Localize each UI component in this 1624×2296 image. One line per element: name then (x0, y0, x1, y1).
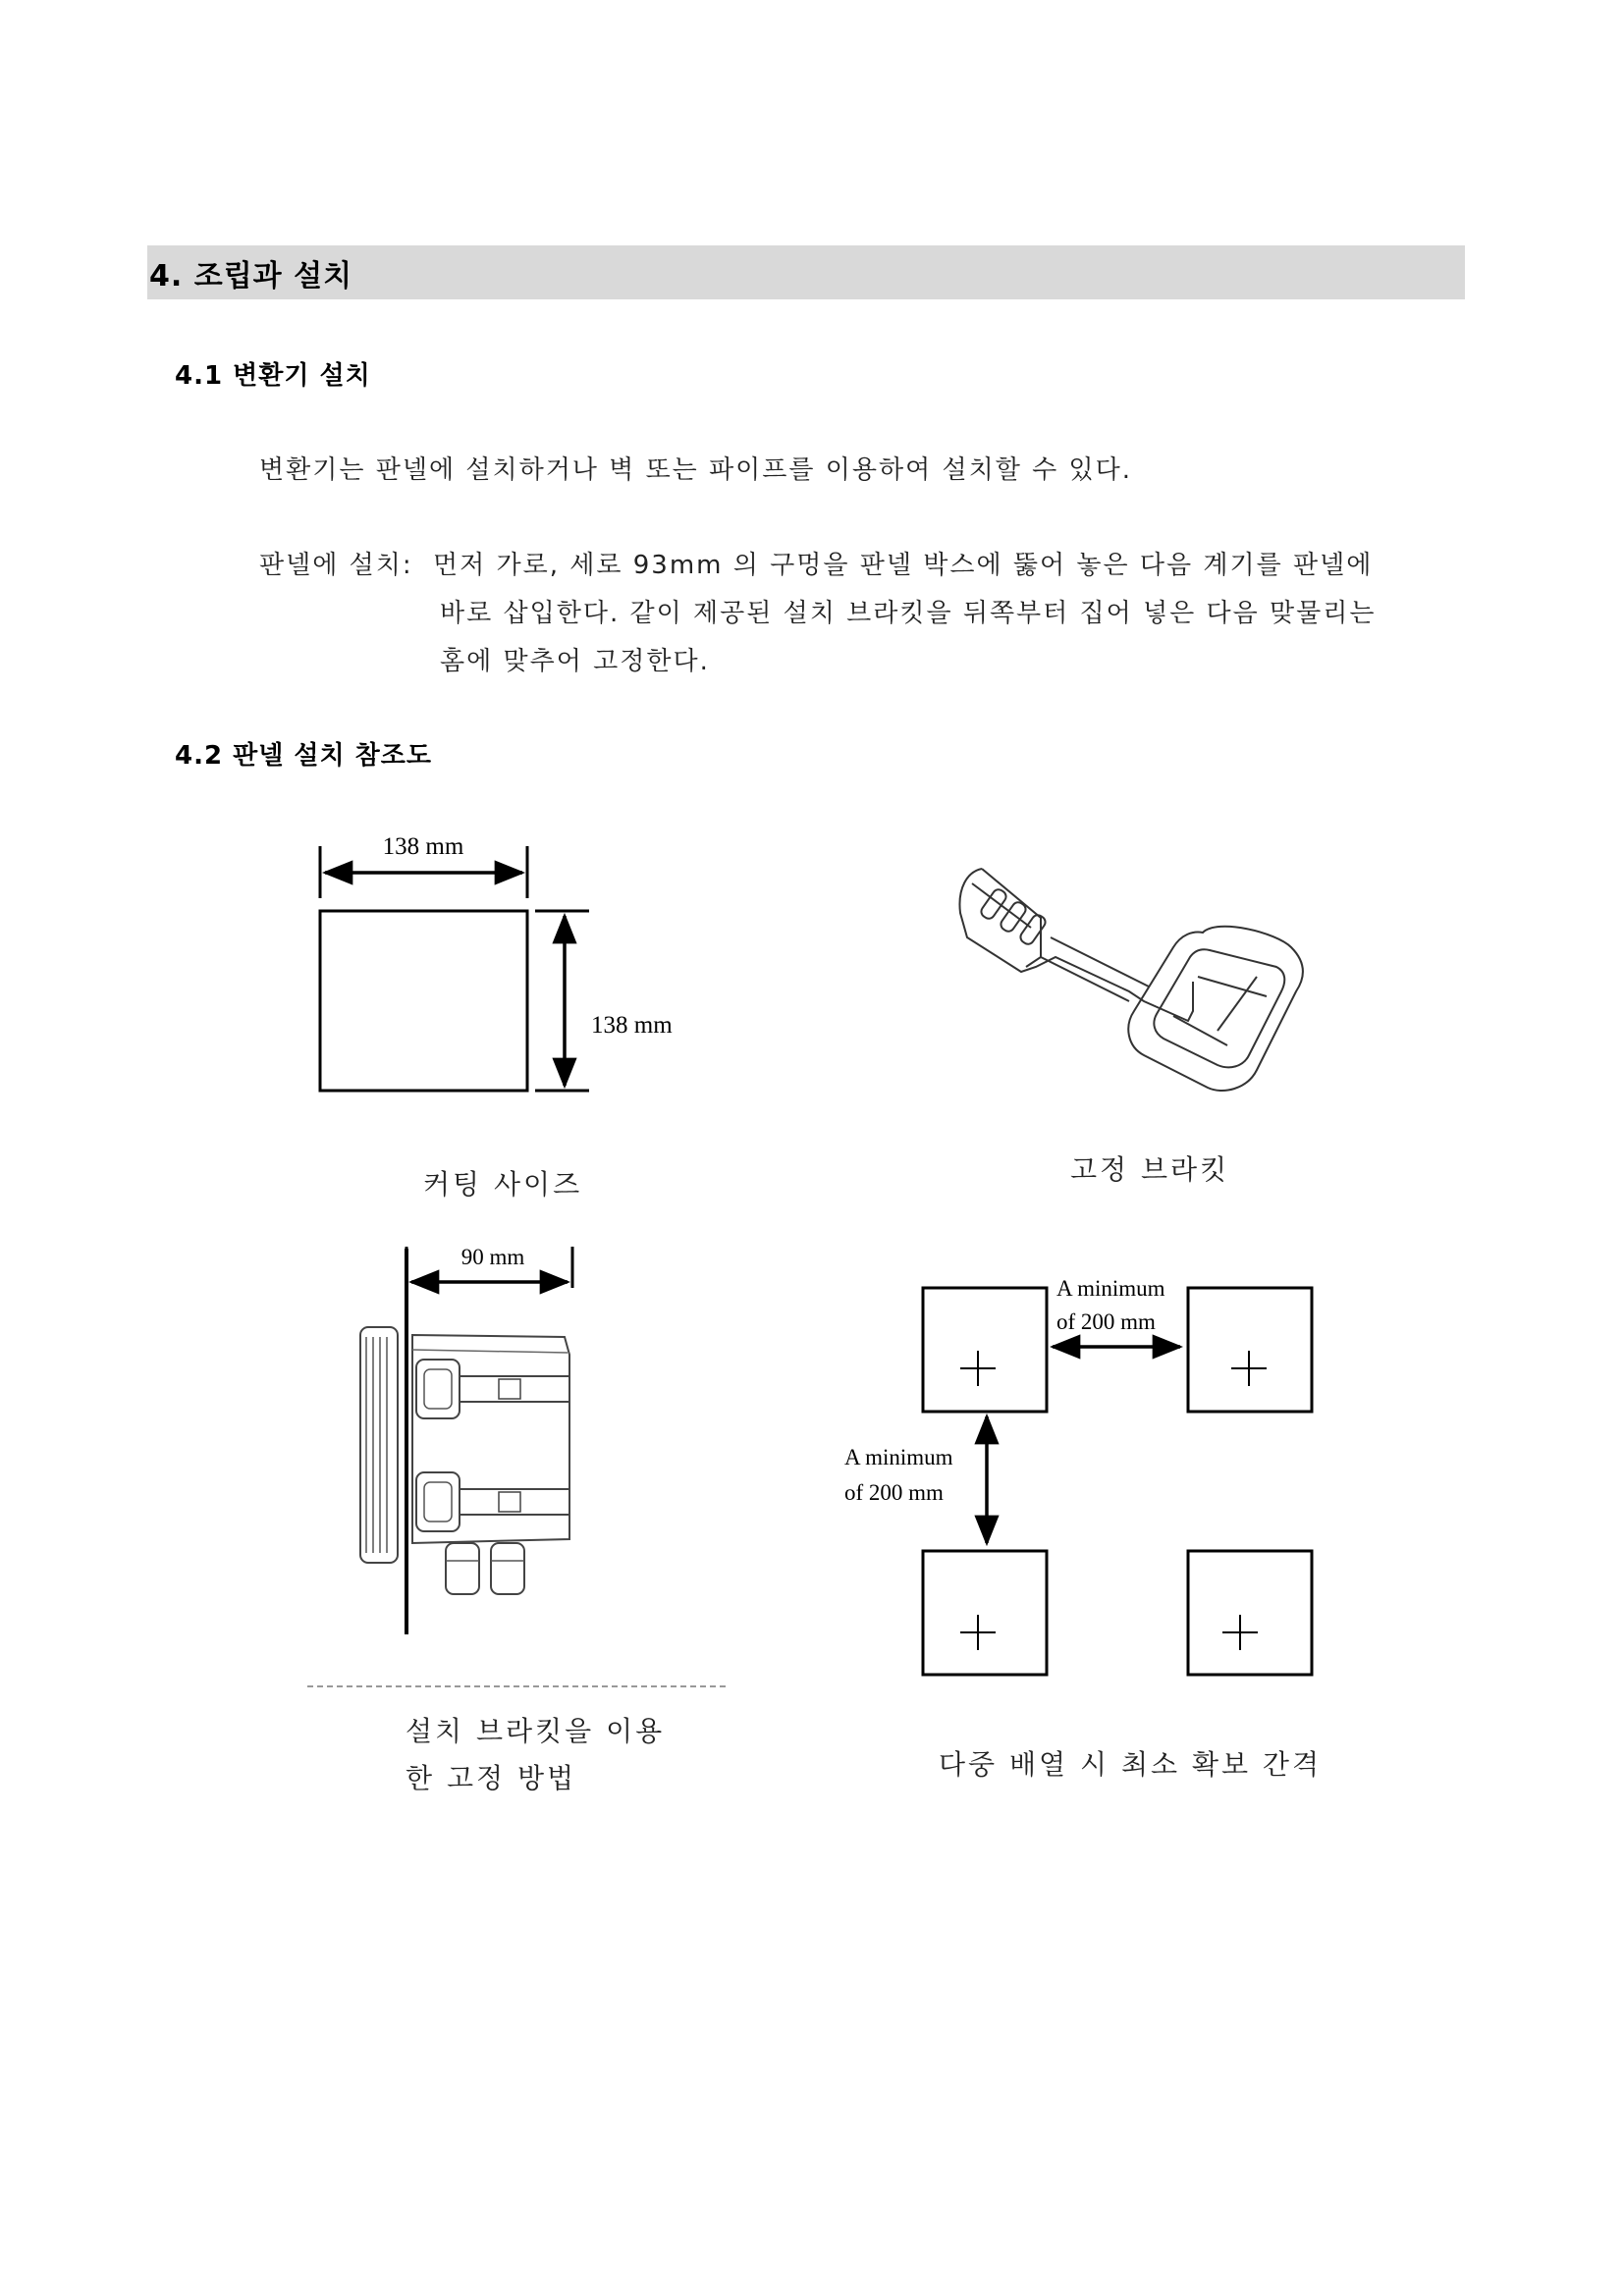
section-title: 4. 조립과 설치 (149, 259, 353, 294)
intro-paragraph: 변환기는 판넬에 설치하거나 벽 또는 파이프를 이용하여 설치할 수 있다. (259, 455, 1133, 485)
subsection-heading-4-1: 4.1 변환기 설치 (175, 361, 371, 391)
subsection-heading-4-2: 4.2 판넬 설치 참조도 (175, 741, 433, 771)
spacing-vertical-label-2: of 200 mm (844, 1480, 944, 1505)
bracket-ring-inner (1154, 949, 1284, 1067)
mounting-caption-line-1: 설치 브라킷을 이용 (406, 1715, 666, 1747)
mounting-caption-line-2: 한 고정 방법 (406, 1762, 577, 1794)
mounting-clip-lower (416, 1472, 460, 1531)
mounting-housing (412, 1335, 569, 1543)
mounting-depth-label: 90 mm (460, 1245, 525, 1269)
bracket-caption: 고정 브라킷 (1070, 1153, 1230, 1186)
spacing-box-top-right (1188, 1288, 1312, 1412)
cutting-width-label: 138 mm (382, 833, 464, 860)
bracket-slot-2 (999, 900, 1028, 934)
panel-install-line-3: 홈에 맞추어 고정한다. (440, 647, 710, 676)
spacing-crosshairs (960, 1351, 1267, 1650)
panel-install-line-1: 먼저 가로, 세로 93mm 의 구멍을 판넬 박스에 뚫어 놓은 다음 계기를 판넬에 (433, 551, 1374, 580)
spacing-vertical-label-1: A minimum (844, 1445, 953, 1469)
panel-install-line-2: 바로 삽입한다. 같이 제공된 설치 브라킷을 뒤쪽부터 집어 넣은 다음 맞물리는 (440, 599, 1377, 628)
cutting-height-label: 138 mm (591, 1012, 673, 1039)
cutting-size-figure (320, 833, 673, 1091)
panel-install-label: 판넬에 설치: (259, 551, 413, 580)
spacing-horizontal-label-1: A minimum (1056, 1276, 1165, 1301)
spacing-figure (844, 1276, 1312, 1675)
bracket-neck-bottom (1041, 957, 1129, 1001)
mounting-clip-upper (416, 1360, 460, 1418)
cutting-square (320, 911, 527, 1091)
mounting-bezel-ribs (366, 1337, 387, 1553)
spacing-box-bottom-right (1188, 1551, 1312, 1675)
mounting-gland-1 (446, 1543, 479, 1594)
mounting-gland-2 (491, 1543, 524, 1594)
bracket-ring-detail (1173, 977, 1267, 1045)
bracket-figure (959, 869, 1303, 1091)
spacing-caption: 다중 배열 시 최소 확보 간격 (939, 1748, 1323, 1781)
spacing-horizontal-label-2: of 200 mm (1056, 1309, 1156, 1334)
spacing-box-bottom-left (923, 1551, 1047, 1675)
mounting-figure (307, 1245, 727, 1686)
cutting-size-caption: 커팅 사이즈 (423, 1168, 583, 1201)
bracket-slot-3 (1018, 913, 1048, 946)
spacing-box-top-left (923, 1288, 1047, 1412)
